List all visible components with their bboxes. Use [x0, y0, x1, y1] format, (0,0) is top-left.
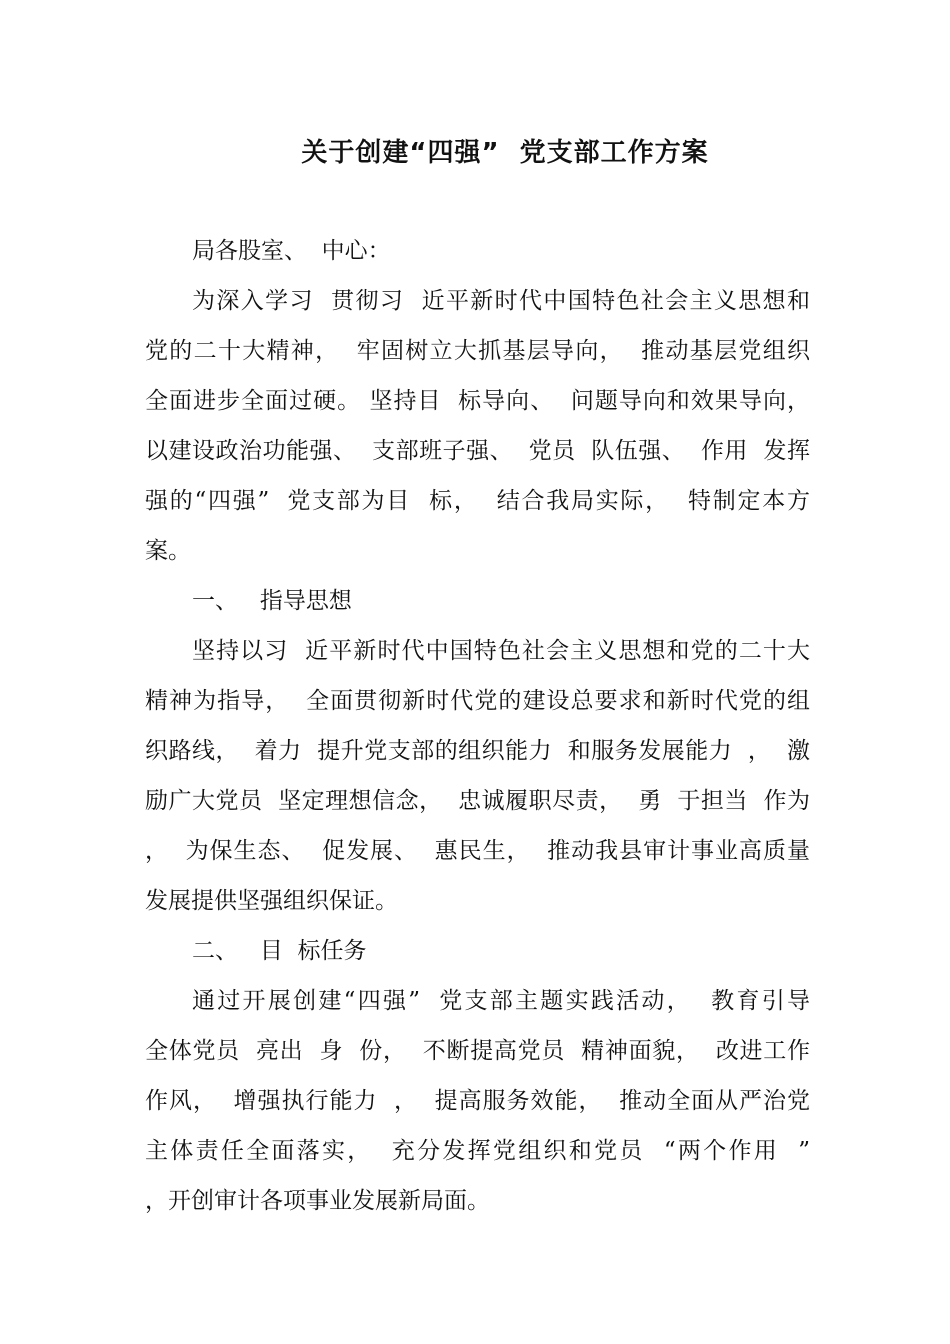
section2-line-2: 全体党员 亮出 身 份， 不断提高党员 精神面貌， 改进工作 — [145, 1038, 810, 1064]
intro-line-1: 为深入学习 贯彻习 近平新时代中国特色社会主义思想和 — [192, 288, 810, 314]
section1-line-5: ， 为保生态、 促发展、 惠民生， 推动我县审计事业高质量 — [145, 838, 810, 864]
intro-line-6: 案。 — [145, 538, 191, 564]
intro-line-3: 全面进步全面过硬。 坚持目 标导向、 问题导向和效果导向， — [145, 388, 810, 414]
section1-line-2: 精神为指导， 全面贯彻新时代党的建设总要求和新时代党的组 — [145, 688, 810, 714]
section2-heading: 二、 目 标任务 — [192, 938, 367, 964]
section1-line-4: 励广大党员 坚定理想信念， 忠诚履职尽责， 勇 于担当 作为 — [145, 788, 810, 814]
document-title: 关于创建“四强” 党支部工作方案 — [301, 138, 709, 168]
section1-line-1: 坚持以习 近平新时代中国特色社会主义思想和党的二十大 — [192, 638, 810, 664]
section2-line-4: 主体责任全面落实， 充分发挥党组织和党员 “两个作用 ” — [145, 1138, 810, 1164]
intro-line-4: 以建设政治功能强、 支部班子强、 党员 队伍强、 作用 发挥 — [145, 438, 810, 464]
section1-heading: 一、 指导思想 — [192, 588, 352, 614]
intro-line-5: 强的“四强” 党支部为目 标， 结合我局实际， 特制定本方 — [145, 488, 810, 514]
intro-line-2: 党的二十大精神， 牢固树立大抓基层导向， 推动基层党组织 — [145, 338, 810, 364]
section1-line-6: 发展提供坚强组织保证。 — [145, 888, 398, 914]
section1-line-3: 织路线， 着力 提升党支部的组织能力 和服务发展能力 ， 激 — [145, 738, 810, 764]
section2-line-3: 作风， 增强执行能力 ， 提高服务效能， 推动全面从严治党 — [145, 1088, 810, 1114]
section2-line-1: 通过开展创建“四强” 党支部主题实践活动， 教育引导 — [192, 988, 810, 1014]
section2-line-5: ，开创审计各项事业发展新局面。 — [145, 1188, 490, 1214]
salutation: 局各股室、 中心： — [192, 238, 391, 264]
